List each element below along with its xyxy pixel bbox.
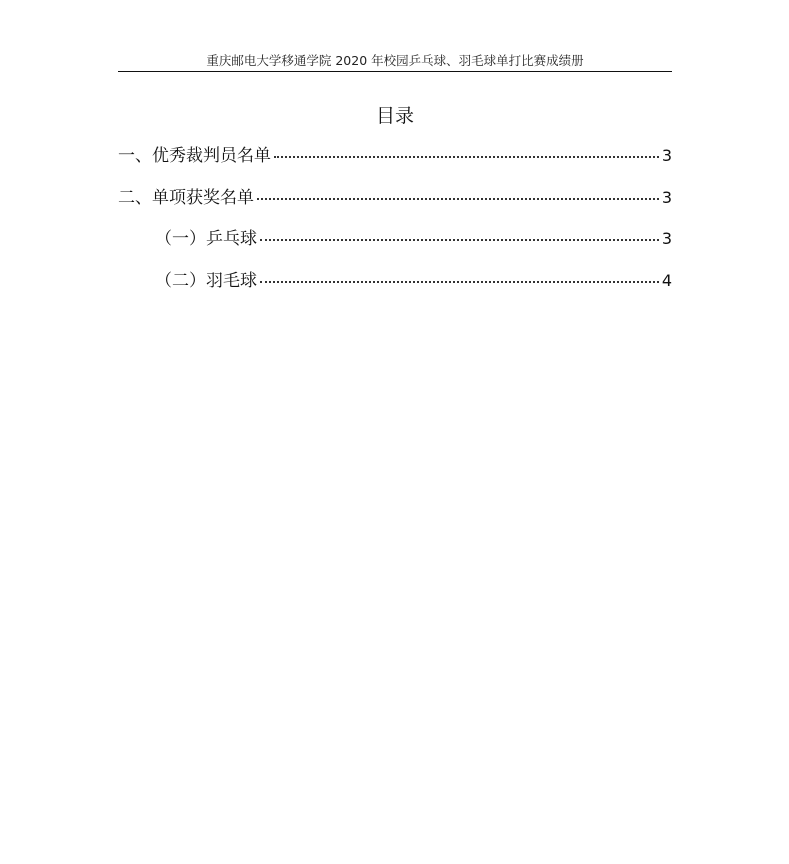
toc-dot-leader xyxy=(274,155,659,158)
toc-page-number: 3 xyxy=(661,229,672,248)
table-of-contents xyxy=(118,143,672,309)
toc-dot-leader xyxy=(260,280,659,283)
toc-entry-table-tennis[interactable] xyxy=(118,226,672,268)
toc-dot-leader xyxy=(260,238,659,241)
toc-page-number: 4 xyxy=(661,270,672,290)
toc-entry-label: 一、优秀裁判员名单 xyxy=(118,146,271,166)
toc-entry-label: （一）乒乓球 xyxy=(155,229,257,249)
toc-entry-label: 二、单项获奖名单 xyxy=(118,187,254,208)
toc-entry-judges[interactable] xyxy=(118,143,672,185)
toc-page-number: 3 xyxy=(661,146,672,165)
toc-title: 目录 xyxy=(375,105,414,127)
toc-entry-badminton[interactable] xyxy=(118,268,672,310)
toc-entry-awards[interactable] xyxy=(118,185,672,227)
toc-page-number: 3 xyxy=(661,187,672,207)
toc-entry-label: （二）羽毛球 xyxy=(155,270,257,291)
toc-dot-leader xyxy=(257,197,659,200)
header-divider xyxy=(118,71,672,72)
running-header: 重庆邮电大学移通学院 2020 年校园乒乓球、羽毛球单打比赛成绩册 xyxy=(206,53,584,68)
